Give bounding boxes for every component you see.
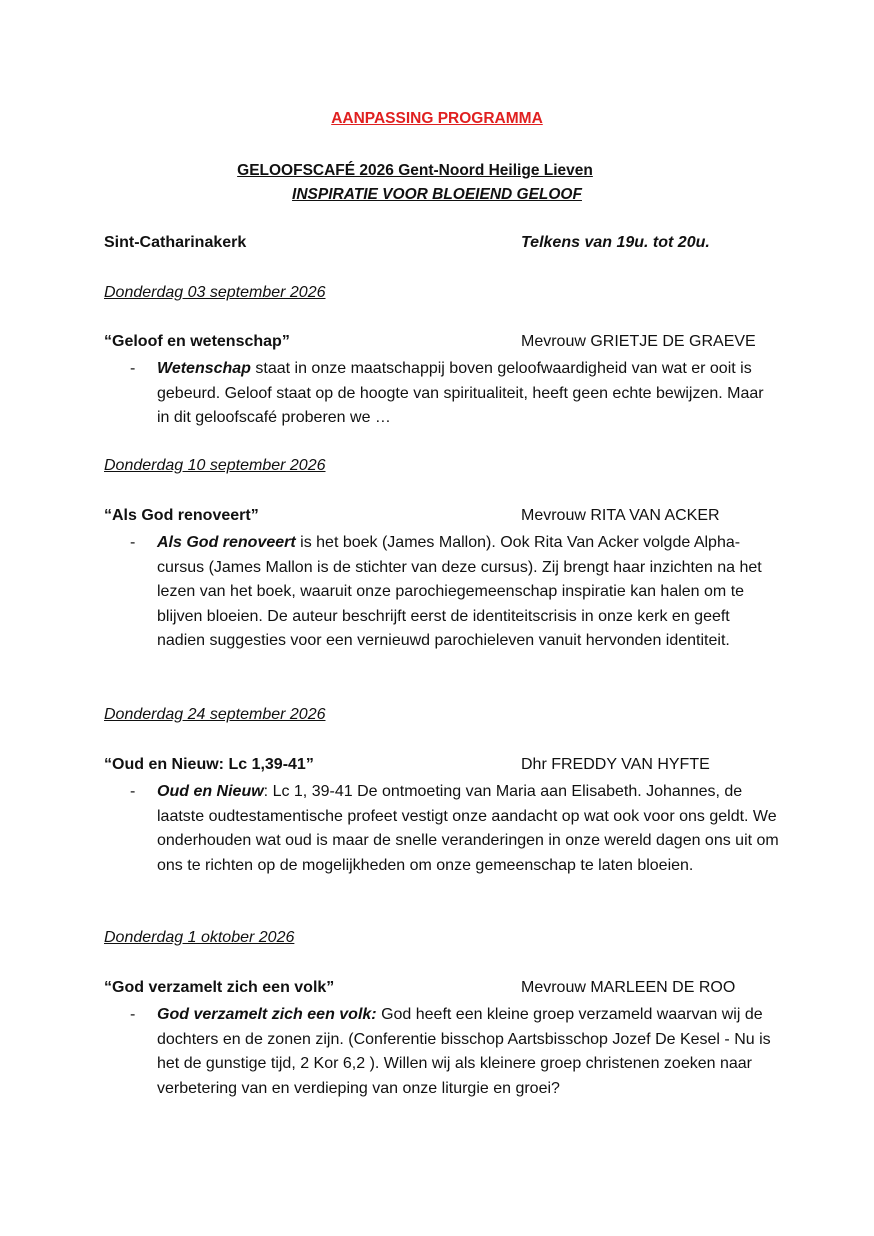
session-date: Donderdag 10 september 2026 [104, 457, 326, 474]
session-speaker: Mevrouw GRIETJE DE GRAEVE [521, 333, 756, 350]
session-date: Donderdag 1 oktober 2026 [104, 929, 295, 946]
venue: Sint-Catharinakerk [104, 234, 247, 251]
session-speaker: Mevrouw MARLEEN DE ROO [521, 979, 736, 996]
bullet-dash: - [130, 783, 136, 800]
session-speaker: Dhr FREDDY VAN HYFTE [521, 756, 710, 773]
session-keyword: God verzamelt zich een volk: [157, 1006, 377, 1023]
session-title: “Oud en Nieuw: Lc 1,39-41” [104, 756, 314, 773]
session-keyword: Wetenschap [157, 360, 251, 377]
session-keyword: Als God renoveert [157, 534, 296, 551]
session-text: : Lc 1, 39-41 De ontmoeting van Maria aan Elisabeth. Johannes, de laatste oudtestamentische profeet vestigt onze aandacht op wat ook voor ons geldt. We onderhouden wat oud is maar de snelle veranderingen in onze wereld dagen ons uit om ons te richten op de mogelijkheden om onze gemeenschap te laten bloeien. [157, 783, 779, 874]
session-date: Donderdag 03 september 2026 [104, 284, 326, 301]
session-time: Telkens van 19u. tot 20u. [521, 234, 710, 251]
session-text: is het boek (James Mallon). Ook Rita Van Acker volgde Alpha-cursus (James Mallon is de stichter van deze cursus). Zij brengt haar inzichten na het lezen van het boek, waaruit onze parochiegemeenschap inspiratie kan halen om te blijven bloeien. De auteur beschrijft eerst de identiteitscrisis in onze kerk en geeft nadien suggesties voor een vernieuwd parochieleven vanuit hervonden identiteit. [157, 534, 762, 649]
document-title [0, 162, 874, 180]
session-title: “God verzamelt zich een volk” [104, 979, 335, 996]
program-change-notice: AANPASSING PROGRAMMA [331, 110, 543, 127]
document-subtitle: INSPIRATIE VOOR BLOEIEND GELOOF [292, 186, 582, 203]
session-text: staat in onze maatschappij boven geloofwaardigheid van wat er ooit is gebeurd. Geloof staat op de hoogte van spiritualiteit, heeft geen echte bewijzen. Maar in dit geloofscafé proberen we … [157, 360, 764, 426]
session-title: “Als God renoveert” [104, 507, 259, 524]
session-date: Donderdag 24 september 2026 [104, 706, 326, 723]
session-description [130, 357, 780, 431]
session-speaker: Mevrouw RITA VAN ACKER [521, 507, 720, 524]
session-text: God heeft een kleine groep verzameld waarvan wij de dochters en de zonen zijn. (Conferentie bisschop Aartsbisschop Jozef De Kesel - Nu is het de gunstige tijd, 2 Kor 6,2 ). Willen wij als kleinere groep christenen zoeken naar verbetering van en verdieping van onze liturgie en groei? [157, 1006, 771, 1097]
document-title-text: GELOOFSCAFÉ 2026 Gent-Noord Heilige Lieven [237, 162, 593, 179]
bullet-dash: - [130, 360, 136, 377]
session-description [130, 780, 780, 878]
session-description [130, 1003, 780, 1101]
session-title: “Geloof en wetenschap” [104, 333, 290, 350]
bullet-dash: - [130, 534, 136, 551]
session-keyword: Oud en Nieuw [157, 783, 264, 800]
bullet-dash: - [130, 1006, 136, 1023]
session-description [130, 531, 780, 654]
